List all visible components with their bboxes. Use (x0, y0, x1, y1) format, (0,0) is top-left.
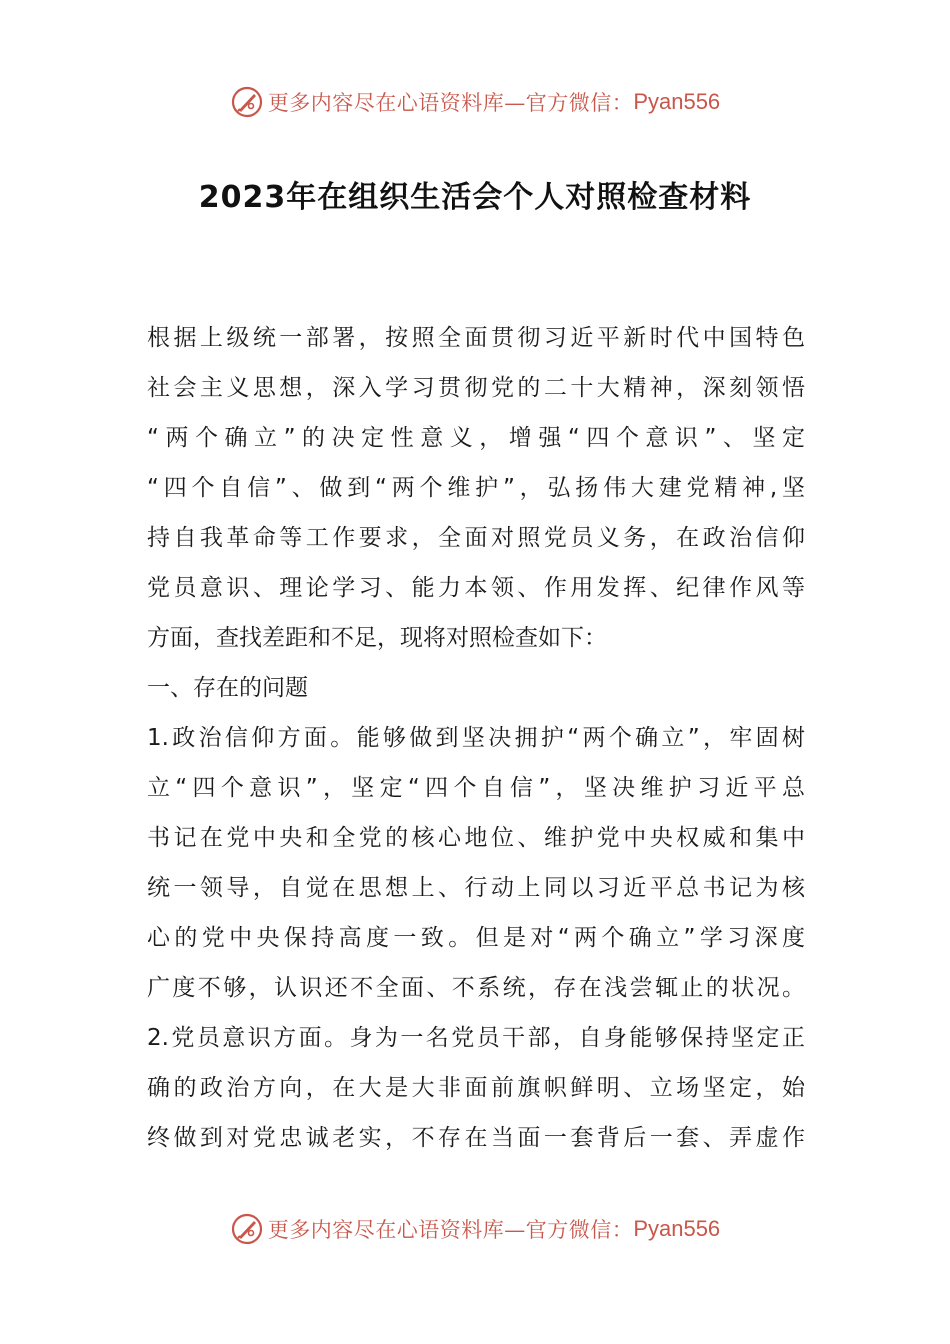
text-line: “四个自信”、做到“两个维护”，弘扬伟大建党精神,坚 (147, 475, 805, 501)
watermark-text: 更多内容尽在心语资料库—官方微信： (267, 1218, 634, 1242)
section-heading: 一、存在的问题 (147, 675, 308, 701)
text-line: 2.党员意识方面。身为一名党员干部，自身能够保持坚定正 (147, 1025, 805, 1051)
text-line: 立“四个意识”，坚定“四个自信”，坚决维护习近平总 (147, 775, 805, 801)
document-title: 2023年在组织生活会个人对照检查材料 (198, 180, 752, 215)
text-line: 社会主义思想，深入学习贯彻党的二十大精神，深刻领悟 (147, 375, 805, 401)
document-body (147, 313, 805, 1163)
text-line: 方面，查找差距和不足，现将对照检查如下： (147, 625, 607, 651)
quill-logo-icon (230, 85, 264, 119)
text-line: 1.政治信仰方面。能够做到坚决拥护“两个确立”，牢固树 (147, 725, 805, 751)
text-line: 根据上级统一部署，按照全面贯彻习近平新时代中国特色 (147, 325, 805, 351)
watermark-wechat-id: Pyan556 (633, 89, 721, 114)
quill-logo-icon (230, 1212, 264, 1246)
watermark-header (0, 80, 950, 124)
text-line: 持自我革命等工作要求，全面对照党员义务，在政治信仰 (147, 525, 805, 551)
watermark-footer (0, 1207, 950, 1251)
text-line: 终做到对党忠诚老实，不存在当面一套背后一套、弄虚作 (147, 1125, 805, 1151)
text-line: “两个确立”的决定性意义，增强“四个意识”、坚定 (147, 425, 805, 451)
watermark-wechat-id: Pyan556 (633, 1216, 721, 1241)
text-line: 书记在党中央和全党的核心地位、维护党中央权威和集中 (147, 825, 805, 851)
text-line: 党员意识、理论学习、能力本领、作用发挥、纪律作风等 (147, 575, 805, 601)
watermark-text: 更多内容尽在心语资料库—官方微信： (267, 91, 634, 115)
text-line: 统一领导，自觉在思想上、行动上同以习近平总书记为核 (147, 875, 805, 901)
text-line: 广度不够，认识还不全面、不系统，存在浅尝辄止的状况。 (147, 975, 805, 1001)
text-line: 确的政治方向，在大是大非面前旗帜鲜明、立场坚定，始 (147, 1075, 805, 1101)
text-line: 心的党中央保持高度一致。但是对“两个确立”学习深度 (147, 925, 805, 951)
